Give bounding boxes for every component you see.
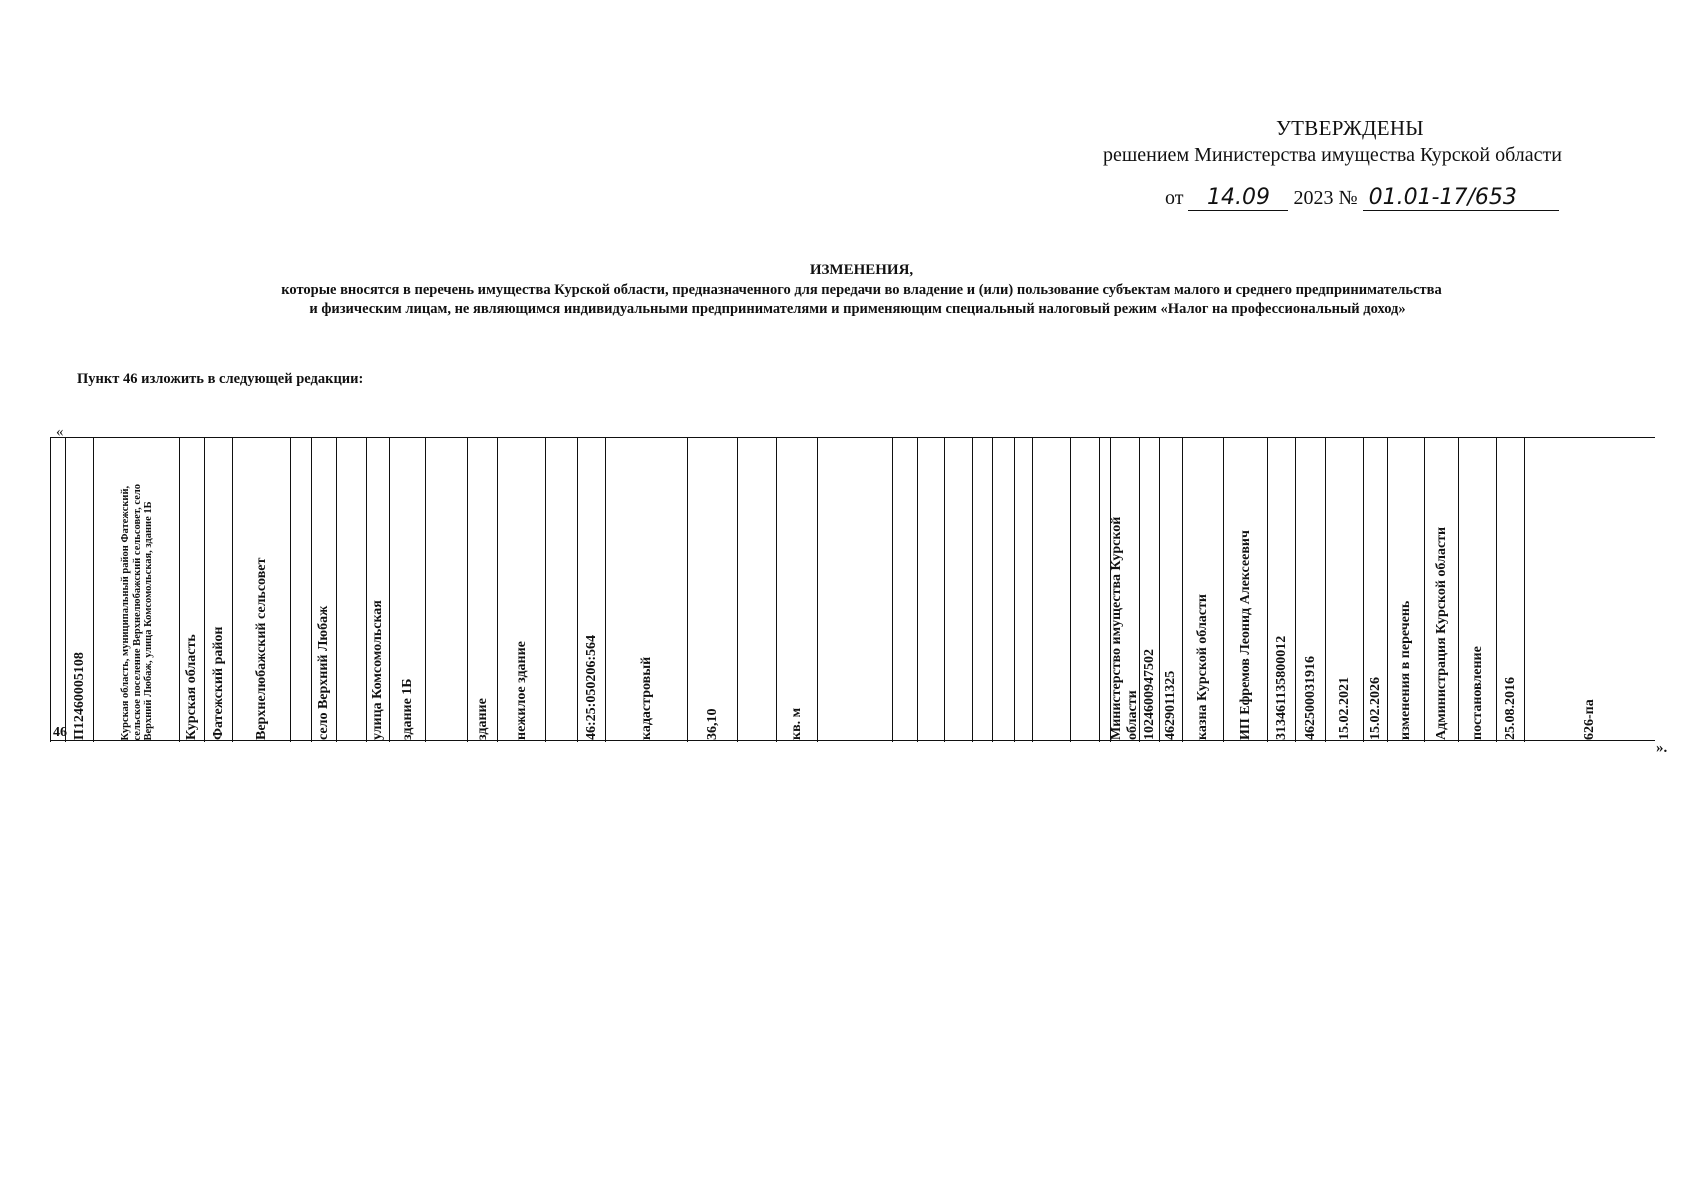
clause-text: Пункт 46 изложить в следующей редакции: — [77, 371, 364, 387]
quote-open: « — [56, 424, 64, 440]
table-cell-text: 46:25:050206:564 — [583, 635, 599, 740]
table-cell — [180, 438, 205, 742]
table-cell — [291, 438, 312, 742]
table-cell — [738, 438, 777, 742]
property-row-table — [50, 437, 1655, 742]
table-cell — [233, 438, 291, 742]
table-cell-text: П12460005108 — [71, 652, 87, 740]
table-cell — [1326, 438, 1364, 742]
table-cell-text: 15.02.2026 — [1367, 677, 1383, 740]
table-cell-text: кадастровый — [638, 656, 654, 740]
table-cell-text: ИП Ефремов Леонид Алексеевич — [1237, 530, 1253, 740]
table-cell — [1015, 438, 1033, 742]
table-cell-text: здание — [474, 698, 490, 740]
table-cell — [1459, 438, 1497, 742]
table-cell — [1183, 438, 1224, 742]
table-cell-text: казна Курской области — [1195, 594, 1210, 740]
table-cell — [1388, 438, 1425, 742]
table-cell-text: кв. м — [789, 707, 804, 740]
table-cell-text: 1024600947502 — [1141, 649, 1157, 740]
table-cell-text: 46 — [53, 725, 67, 740]
table-cell — [818, 438, 893, 742]
table-cell — [390, 438, 426, 742]
table-cell — [1071, 438, 1100, 742]
table-cell-text: 626-па — [1582, 699, 1597, 740]
table-cell — [993, 438, 1015, 742]
table-cell-text: изменения в перечень — [1398, 600, 1413, 740]
year-number-label: 2023 № — [1293, 187, 1358, 209]
table-cell-text: 313461135800012 — [1273, 635, 1289, 740]
table-cell-text: 4629011325 — [1163, 670, 1178, 740]
table-cell-text: здание 1Б — [399, 678, 415, 740]
table-cell-text: Фатежский район — [210, 626, 226, 740]
table-cell — [1140, 438, 1160, 742]
table-cell-text: Министерство имущества Курской области — [1109, 516, 1140, 740]
table-cell-text: Курская область, муниципальный район Фатежский, сельское поселение Верхнелюбажский сельсовет, село Верхний Любаж, улица Комсомольская, здание 1Б — [119, 483, 154, 740]
table-cell — [1268, 438, 1296, 742]
table-cell — [468, 438, 498, 742]
table-cell — [66, 438, 94, 742]
table-cell — [893, 438, 918, 742]
table-cell — [688, 438, 738, 742]
approval-date-line — [1165, 186, 1559, 211]
table-cell — [367, 438, 390, 742]
table-cell — [606, 438, 688, 742]
date-prefix: от — [1165, 187, 1184, 209]
table-cell — [498, 438, 546, 742]
table-cell — [1296, 438, 1326, 742]
table-cell — [1364, 438, 1388, 742]
table-cell-text: Курская область — [184, 634, 199, 740]
table-cell — [1497, 438, 1525, 742]
handwritten-date: 14.09 — [1188, 186, 1288, 211]
table-cell-text: 15.02.2021 — [1336, 677, 1352, 740]
table-cell — [918, 438, 945, 742]
document-subtitle-line-2: и физическим лицам, не являющимся индивидуальными предпринимателями и применяющим специальный налоговый режим «Налог на профессиональный доход» — [309, 301, 1406, 317]
approval-title: УТВЕРЖДЕНЫ — [1276, 116, 1424, 140]
table-cell — [312, 438, 337, 742]
table-cell — [945, 438, 973, 742]
table-cell — [1111, 438, 1140, 742]
table-cell — [50, 438, 66, 742]
table-cell-text: Администрация Курской области — [1433, 526, 1449, 740]
table-cell — [205, 438, 233, 742]
table-cell-text: 25.08.2016 — [1502, 677, 1518, 740]
table-cell-text: 36,10 — [704, 708, 720, 740]
table-cell — [973, 438, 993, 742]
table-cell — [337, 438, 367, 742]
table-bottom-rule — [50, 740, 1655, 741]
table-cell-text: Верхнелюбажский сельсовет — [253, 557, 269, 740]
table-cell — [777, 438, 818, 742]
table-cell-text: постановление — [1469, 646, 1485, 740]
table-cell-text: нежилое здание — [513, 641, 529, 740]
table-cell — [1425, 438, 1459, 742]
table-cell-text: село Верхний Любаж — [316, 605, 331, 740]
document-subtitle-line-1: которые вносятся в перечень имущества Курской области, предназначенного для передачи во владение и (или) пользование субъектам малого и среднего предпринимательства — [281, 282, 1442, 298]
table-cell-text: 462500031916 — [1302, 656, 1318, 740]
table-cell — [94, 438, 180, 742]
table-cell — [426, 438, 468, 742]
table-cell — [546, 438, 578, 742]
table-cell — [1033, 438, 1071, 742]
table-cell — [578, 438, 606, 742]
table-cell — [1525, 438, 1655, 742]
handwritten-number: 01.01-17/653 — [1363, 186, 1559, 211]
table-cell — [1160, 438, 1183, 742]
table-cell — [1224, 438, 1268, 742]
document-title: ИЗМЕНЕНИЯ, — [809, 262, 914, 278]
approval-decision-line: решением Министерства имущества Курской области — [1103, 144, 1562, 166]
table-cell-text: улица Комсомольская — [370, 600, 385, 740]
quote-close: ». — [1656, 740, 1668, 756]
